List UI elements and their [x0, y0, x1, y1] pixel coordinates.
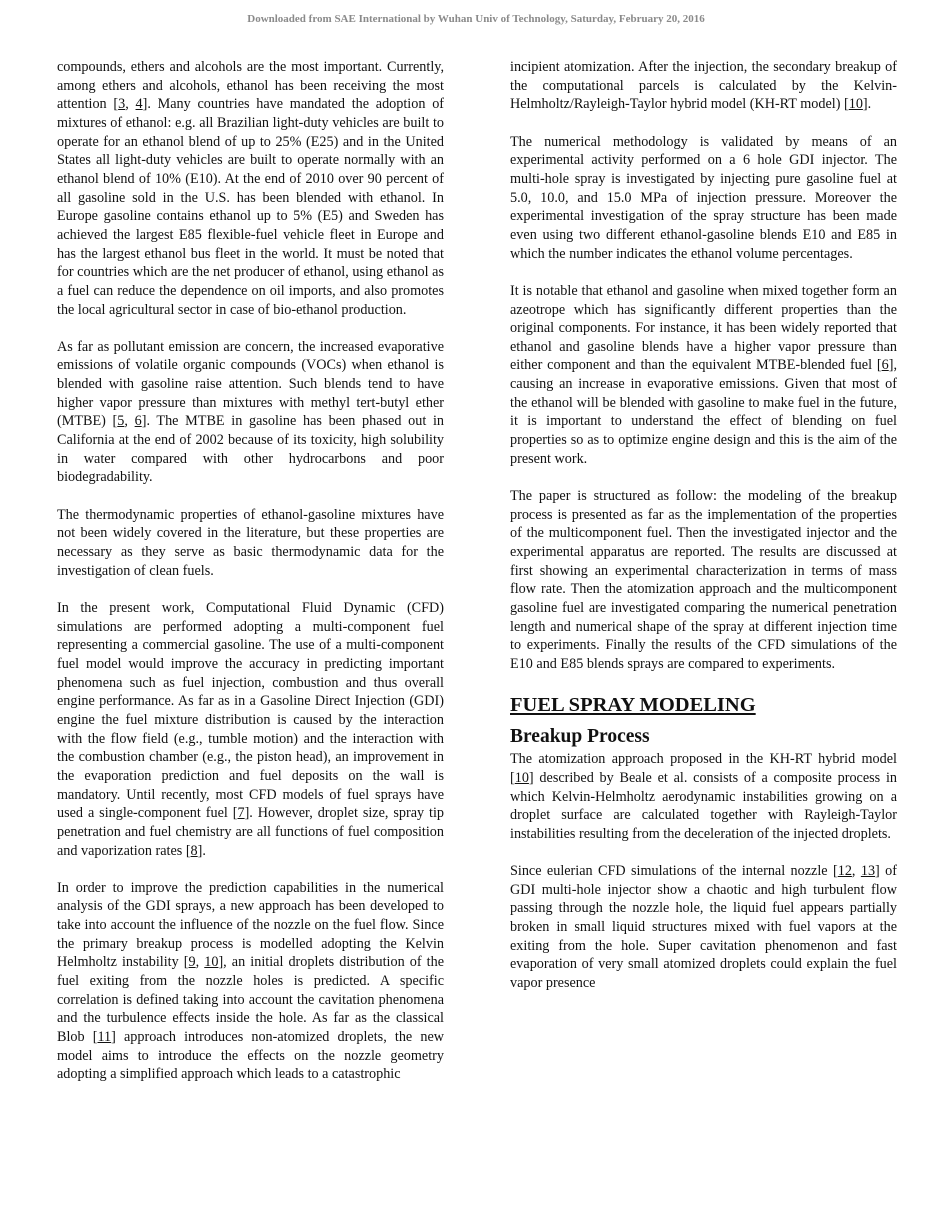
paragraph	[510, 282, 897, 469]
section-body	[510, 750, 897, 993]
paragraph-text: In order to improve the prediction capabilities in the numerical analysis of the GDI sprays, a new approach has been developed to take into account the influence of the nozzle on the fuel flow. Since the primary breakup process is modelled adopting the Kelvin Helmholtz instability [	[57, 879, 444, 971]
paragraph-text: In the present work, Computational Fluid Dynamic (CFD) simulations are performed adopting a multi-component fuel representing a commercial gasoline. The use of a multi-component fuel model would improve the accuracy in predicting important phenomena such as fuel injection, combustion and thus overall engine performance. As far as in a Gasoline Direct Injection (GDI) engine the fuel mixture distribution is caused by the interaction with the flow field (e.g., tumble motion) and the interaction with the combustion chamber (e.g., the piston head), an improvement in the evaporation prediction and fuel deposits on the wall is mandatory. Until recently, most CFD models of fuel sprays have used a single-component fuel [	[57, 599, 444, 822]
citation-link[interactable]: 10	[848, 96, 863, 113]
download-watermark-header: Downloaded from SAE International by Wuhan Univ of Technology, Saturday, February 20, 2016	[247, 13, 705, 25]
citation-link[interactable]: 10	[204, 954, 219, 971]
citation-link[interactable]: 4	[135, 96, 143, 113]
paragraph-text: ].	[197, 842, 206, 859]
paragraph	[57, 879, 444, 1084]
paragraph-text: The paper is structured as follow: the modeling of the breakup process is presented as far as the implementation of the properties of the multicomponent fuel. Then the investigated injector and the experimental apparatus are reported. The results are discussed at first showing an experimental characterization in terms of mass flow rate. Then the atomization approach and the multicomponent gasoline fuel are investigated comparing the numerical penetration length and numerical shape of the spray at different injection time to experiments. Finally the results of the CFD simulations of the E10 and E85 blends sprays are compared to experiments.	[510, 488, 897, 672]
paragraph-text: ,	[125, 96, 136, 113]
citation-link[interactable]: 6	[134, 413, 142, 430]
paragraph-text: ], an initial droplets distribution of the fuel exiting from the nozzle holes is predicted. A specific correlation is defined taking into account the cavitation phenomena and the turbulence effects inside the hole. As far as the classical Blob [	[57, 954, 444, 1046]
paragraph-text: ] described by Beale et al. consists of a composite process in which Kelvin-Helmholtz aerodynamic instabilities growing on a droplet surface are calculated together with Rayleigh-Taylor instabilities resulting from the deceleration of the injected droplets.	[510, 769, 897, 842]
citation-link[interactable]: 5	[117, 413, 125, 430]
paragraph	[57, 58, 444, 319]
right-column	[510, 58, 897, 1011]
paragraph	[510, 487, 897, 674]
subsection-heading: Breakup Process	[510, 726, 650, 748]
paragraph-text: ].	[862, 96, 872, 113]
citation-link[interactable]: 10	[514, 769, 529, 786]
paragraph-text: Since eulerian CFD simulations of the internal nozzle [	[510, 863, 838, 880]
paragraph-text: compounds, ethers and alcohols are the most important. Currently, among ethers and alcohols, ethanol has been receiving the most attention [	[57, 59, 444, 113]
paragraph-text: The numerical methodology is validated by means of an experimental activity performed on a 6 hole GDI injector. The multi-hole spray is investigated by injecting pure gasoline fuel at 5.0, 10.0, and 15.0 MPa of injection pressure. Moreover the experimental investigation of the spray structure has been made even using two different ethanol-gasoline blends E10 and E85 in which the number indicates the ethanol volume percentages.	[510, 133, 897, 262]
citation-link[interactable]: 13	[860, 863, 876, 880]
paragraph-text: ], causing an increase in evaporative emissions. Given that most of the ethanol will be blended with gasoline to make fuel in the future, it is important to understand the effect of blending on fuel properties so as to optimize engine design and this is the aim of the present work.	[510, 357, 897, 467]
paragraph-text: ,	[124, 413, 135, 430]
citation-link[interactable]: 6	[881, 357, 889, 374]
left-column	[57, 58, 444, 1103]
paragraph-text: The thermodynamic properties of ethanol-gasoline mixtures have not been widely covered in the literature, but these properties are necessary as they serve as basic thermodynamic data for the investigation of clean fuels.	[57, 506, 444, 579]
paragraph	[57, 338, 444, 487]
paragraph-text: ]. Many countries have mandated the adoption of mixtures of ethanol: e.g. all Brazilian light-duty vehicles are built to operate for an ethanol blend of up to 25% (E25) and in the United States all light-duty vehicles are built to operate normally with an ethanol blend of 10% (E10). At the end of 2010 over 90 percent of all gasoline sold in the U.S. has been blended with ethanol. In Europe gasoline contains ethanol up to 5% (E5) and Sweden has achieved the largest E85 flexible-fuel vehicle fleet in Europe and has the largest ethanol bus fleet in the world. It must be noted that for countries which are the net producer of ethanol, using ethanol as a fuel can reduce the dependence on oil imports, and also promotes the local agricultural sector in case of bio-ethanol production.	[57, 96, 445, 318]
paragraph	[510, 133, 897, 264]
paragraph	[510, 862, 897, 993]
paragraph	[510, 750, 897, 843]
section-heading: FUEL SPRAY MODELING	[510, 694, 756, 717]
paragraph-text: ] approach introduces non-atomized droplets, the new model aims to introduce the effects on the nozzle geometry adopting a simplified approach which leads to a catastrophic	[57, 1029, 444, 1083]
paragraph-text: ] of GDI multi-hole injector show a chaotic and high turbulent flow passing through the nozzle hole, the liquid fuel appears partially broken in small liquid structures mixed with fuel vapors at the exiting from the hole. Super cavitation phenomenon and fast evaporation of very small atomized droplets could explain the fuel vapor presence	[510, 863, 897, 992]
paragraph-text: ,	[851, 863, 861, 880]
citation-link[interactable]: 11	[97, 1029, 112, 1046]
paragraph-text: The atomization approach proposed in the KH-RT hybrid model [	[510, 751, 897, 786]
paragraph-text: ]. The MTBE in gasoline has been phased out in California at the end of 2002 because of its toxicity, high solubility in water compared with other hydrocarbons and poor biodegradability.	[57, 413, 444, 486]
citation-link[interactable]: 7	[237, 805, 245, 822]
citation-link[interactable]: 12	[837, 863, 852, 880]
paragraph	[57, 599, 444, 860]
right-intro	[510, 58, 897, 674]
paragraph-text: It is notable that ethanol and gasoline when mixed together form an azeotrope which has significantly different properties than the original components. For instance, it has been widely reported that ethanol and gasoline blends have a higher vapor pressure than either component and than the equivalent MTBE-blended fuel [	[510, 282, 897, 374]
paragraph-text: ,	[195, 954, 205, 971]
citation-link[interactable]: 9	[188, 954, 196, 971]
citation-link[interactable]: 3	[118, 96, 126, 113]
paragraph-text: As far as pollutant emission are concern, the increased evaporative emissions of volatile organic compounds (VOCs) when ethanol is blended with gasoline raise attention. Such blends tend to have higher vapor pressure than mixtures with methyl tert-butyl ether (MTBE) [	[57, 338, 444, 430]
citation-link[interactable]: 8	[190, 842, 198, 859]
paragraph-text: incipient atomization. After the injection, the secondary breakup of the computational parcels is calculated by the Kelvin-Helmholtz/Rayleigh-Taylor hybrid model (KH-RT model) [	[510, 59, 897, 113]
paragraph	[57, 506, 444, 581]
paragraph	[510, 58, 897, 114]
paragraph-text: ]. However, droplet size, spray tip penetration and fuel chemistry are all functions of fuel composition and vaporization rates [	[57, 805, 444, 859]
